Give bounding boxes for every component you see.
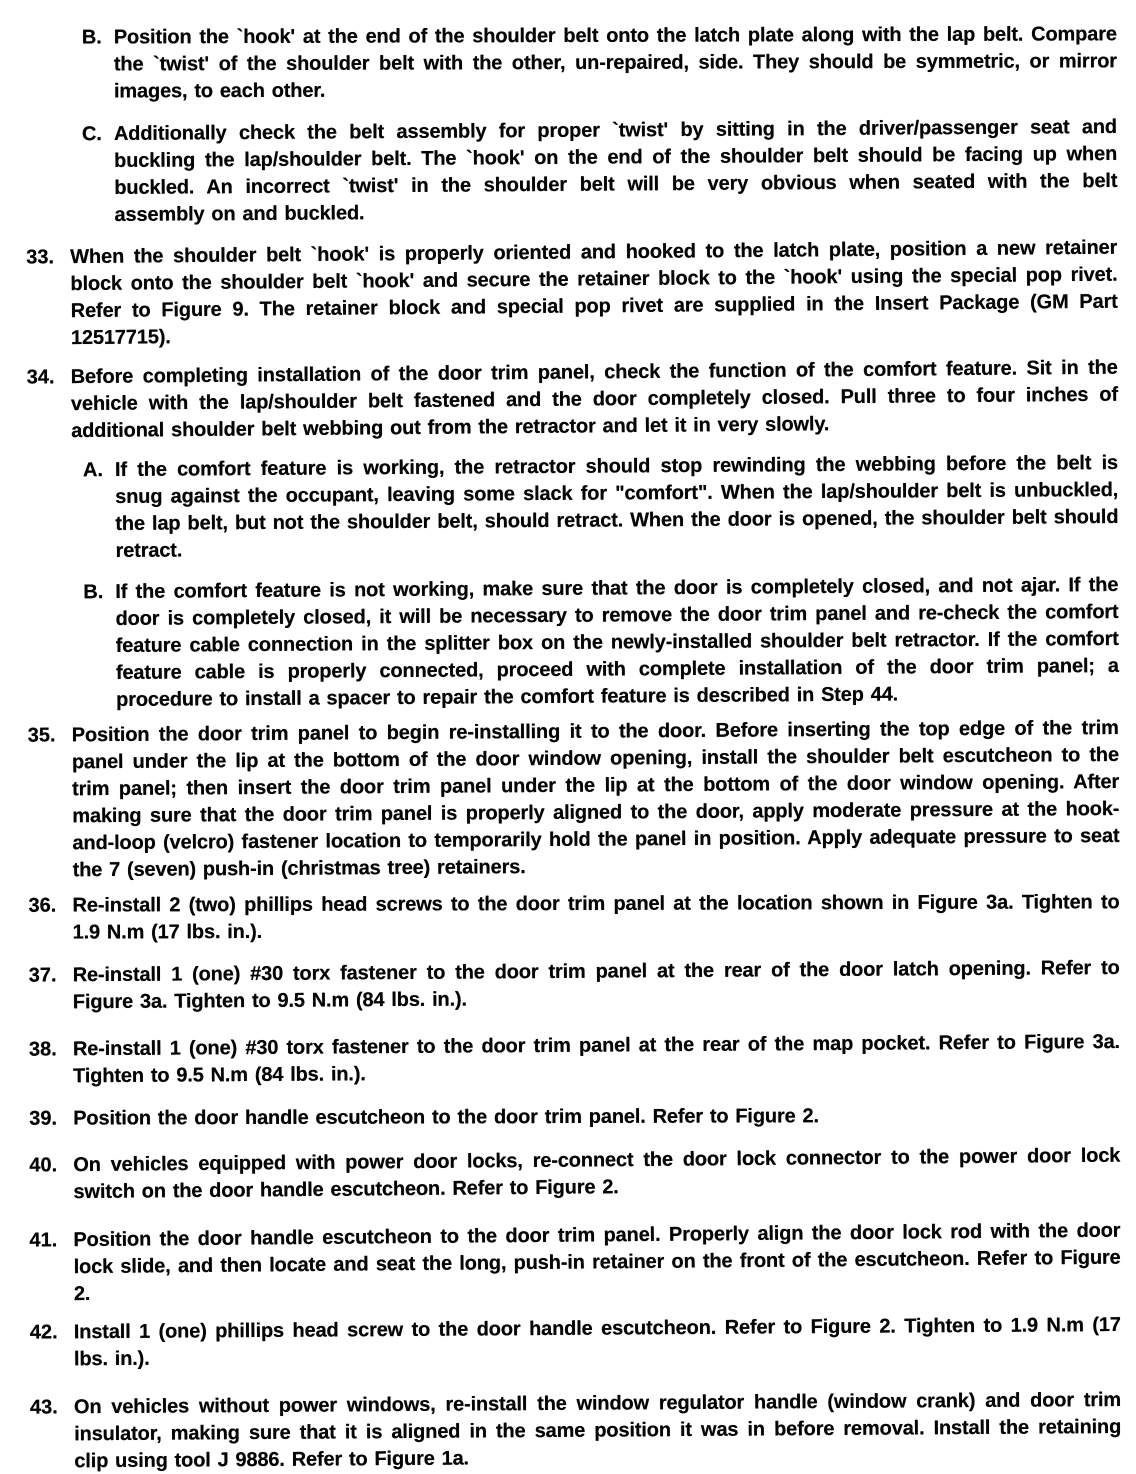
step-text: If the comfort feature is working, the retractor should stop rewinding the webbing before the belt is snug against the occupant, leaving some slack for "comfort". When the lap/shoulder belt is unbuckled, the lap belt, but not the shoulder belt, should retract. When the door is opened, the shoulder belt should retract. — [114, 451, 1119, 562]
instruction-step-b-comfort-not-working — [0, 572, 1136, 715]
instruction-step-40 — [1, 1142, 1136, 1206]
step-text: Position the `hook' at the end of the shoulder belt onto the latch plate along with the lap belt. Compare the `twist' of the shoulder belt with the other, un-repaired, side. They should be symmetric, or mirror images, to each other. — [113, 23, 1117, 103]
step-text: Before completing installation of the door trim panel, check the function of the comfort feature. Sit in the vehicle with the lap/shoulder belt fastened and the door completely closed. Pull three to four inches of additional shoulder belt webbing out from the retractor and let it in very slowly. — [70, 356, 1119, 443]
instruction-step-c-belt-assembly-check — [0, 114, 1135, 230]
instruction-step-37 — [1, 955, 1136, 1017]
step-text: On vehicles equipped with power door locks, re-connect the door lock connector to the power door lock switch on the door handle escutcheon. Refer to Figure 2. — [73, 1144, 1121, 1204]
step-text: Re-install 1 (one) #30 torx fastener to the door trim panel at the rear of the door latch opening. Refer to Figure 3a. Tighten to 9.5 N.m (84 lbs. in.). — [72, 956, 1120, 1014]
instruction-step-35 — [0, 715, 1136, 885]
step-letter: C. — [81, 123, 103, 146]
step-text: Re-install 2 (two) phillips head screws to the door trim panel at the location shown in Figure 3a. Tighten to 1.9 N.m (17 lbs. in.). — [72, 891, 1120, 944]
step-number: 36. — [28, 894, 57, 917]
step-number: 42. — [29, 1321, 58, 1344]
step-number: 37. — [28, 964, 57, 987]
step-text: Position the door handle escutcheon to the door trim panel. Refer to Figure 2. — [73, 1105, 819, 1130]
step-letter: B. — [81, 26, 102, 49]
instruction-step-36 — [0, 889, 1136, 947]
step-text: Additionally check the belt assembly for proper `twist' by sitting in the driver/passenger seat and buckling the lap/shoulder belt. The `hook' on the end of the shoulder belt should be facing up when buckled. An incorrect `twist' in the shoulder belt will be very obvious when seated with the belt assembly on and buckled. — [113, 115, 1118, 226]
step-letter: A. — [82, 459, 104, 482]
step-number: 40. — [29, 1154, 58, 1177]
step-number: 34. — [26, 366, 55, 389]
instruction-step-b-twist-check — [0, 21, 1134, 106]
instruction-step-38 — [1, 1029, 1136, 1091]
instruction-step-43 — [2, 1387, 1136, 1474]
step-text: Re-install 1 (one) #30 torx fastener to the door trim panel at the rear of the map pocket. Refer to Figure 3a. Tighten to 9.5 N.m (84 lbs. in.). — [72, 1030, 1120, 1088]
instruction-step-42 — [2, 1312, 1136, 1374]
instruction-step-33 — [0, 234, 1135, 352]
step-number: 39. — [29, 1107, 58, 1130]
step-text: Install 1 (one) phillips head screw to the door handle escutcheon. Refer to Figure 2. Tighten to 1.9 N.m (17 lbs. in.). — [73, 1313, 1121, 1371]
instruction-step-39 — [1, 1102, 1136, 1133]
step-number: 35. — [27, 724, 56, 747]
step-number: 38. — [28, 1038, 57, 1061]
step-text: If the comfort feature is not working, make sure that the door is completely closed, and not ajar. If the door is completely closed, it will be necessary to remove the door trim panel and re-check the comfort feature cable connection in the splitter box on the newly-installed shoulder belt retractor. If the comfort feature cable is properly connected, proceed with complete installation of the door trim panel; a procedure to install a spacer to repair the comfort feature is described in Step 44. — [115, 573, 1119, 711]
step-number: 33. — [26, 246, 55, 269]
step-text: When the shoulder belt `hook' is properly oriented and hooked to the latch plate, position a new retainer block onto the shoulder belt `hook' and secure the retainer block to the `hook' using the special pop rivet. Refer to Figure 9. The retainer block and special pop rivet are supplied in the Insert Package (GM Part 12517715). — [70, 236, 1118, 350]
step-number: 41. — [29, 1229, 58, 1252]
step-letter: B. — [83, 581, 104, 604]
instruction-step-a-comfort-working — [0, 450, 1136, 566]
step-text: Position the door trim panel to begin re-installing it to the door. Before inserting the top edge of the trim panel under the lip at the bottom of the door window opening, install the shoulder belt escutcheon to the trim panel; then insert the door trim panel under the lip at the bottom of the door window opening. After making sure that the door trim panel is properly aligned to the door, apply moderate pressure at the hook-and-loop (velcro) fastener location to temporarily hold the panel in position. Apply adequate pressure to seat the 7 (seven) push-in (christmas tree) retainers. — [71, 716, 1120, 882]
step-number: 43. — [29, 1396, 58, 1419]
instruction-step-34 — [0, 354, 1135, 445]
step-text: On vehicles without power windows, re-install the window regulator handle (window crank) and door trim insulator, making sure that it is aligned in the same position it was in before removal. Install the retaining clip using tool J 9886. Refer to Figure 1a. — [73, 1388, 1122, 1473]
instruction-step-41 — [1, 1217, 1136, 1308]
step-text: Position the door handle escutcheon to the door trim panel. Properly align the door lock rod with the door lock slide, and then locate and seat the long, push-in retainer on the front of the escutcheon. Refer to Figure 2. — [73, 1219, 1121, 1306]
